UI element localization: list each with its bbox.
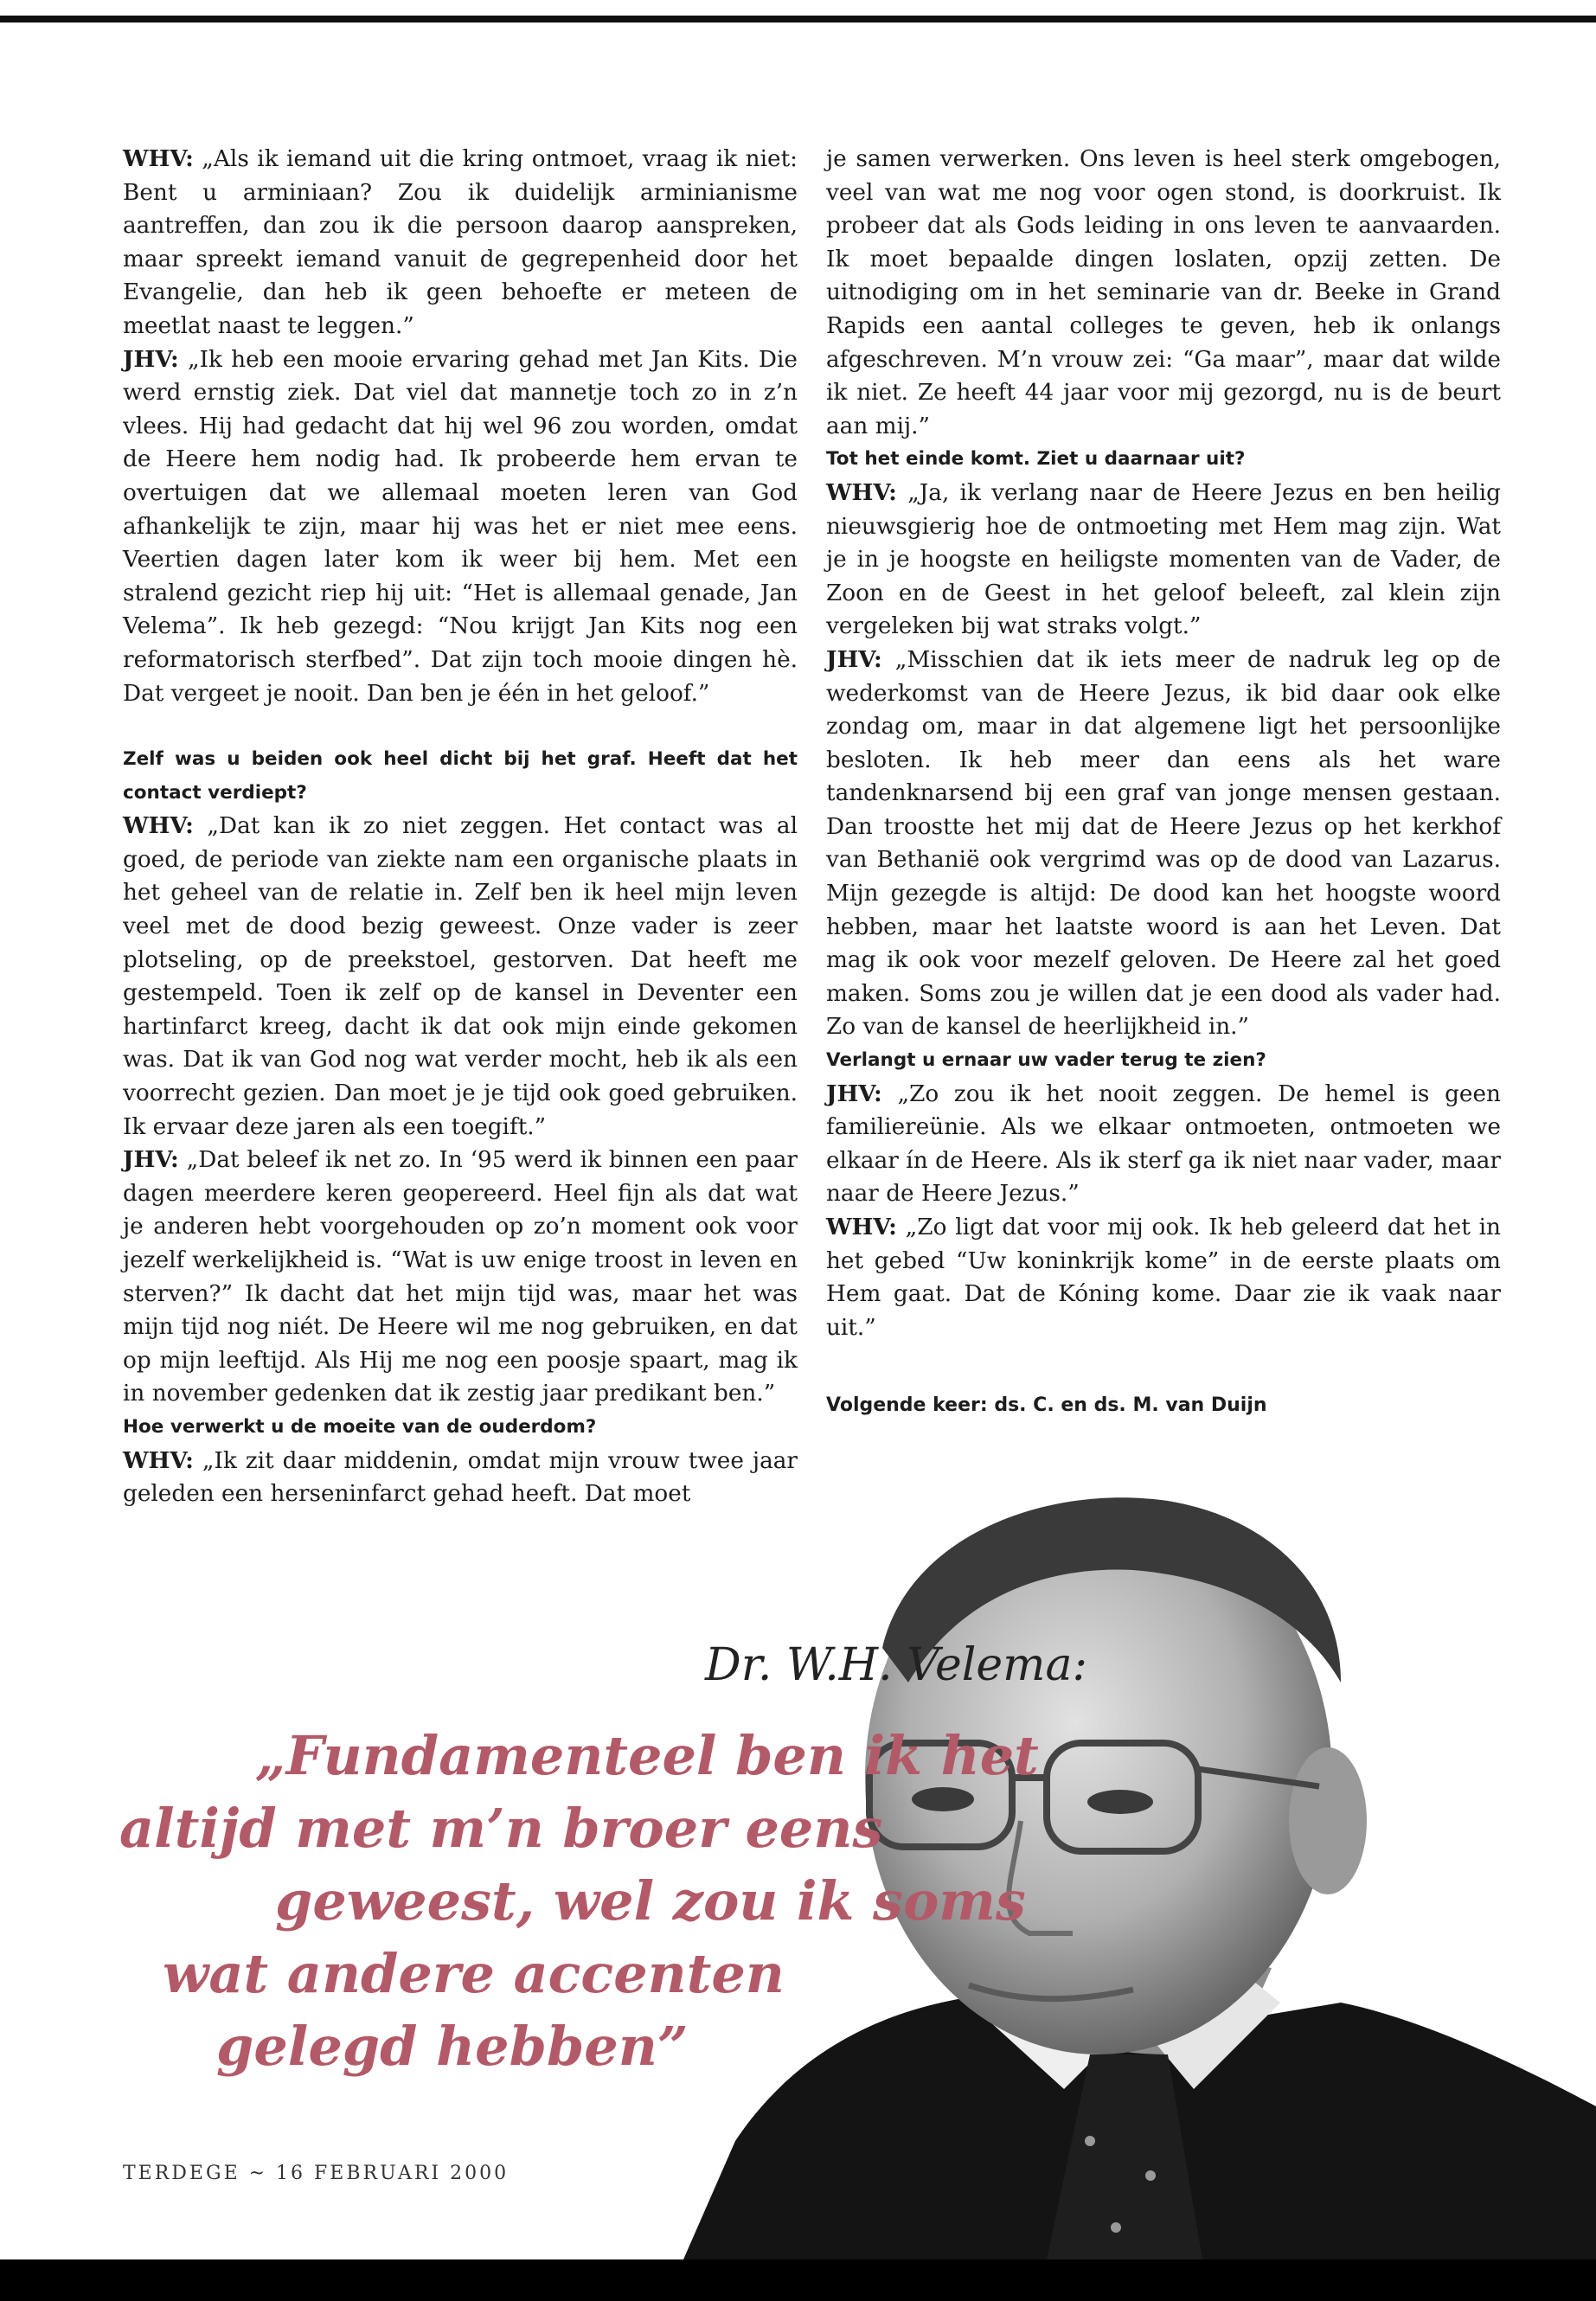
speaker-label: JHV:	[123, 345, 179, 373]
speaker-label: WHV:	[826, 1214, 897, 1240]
pullquote-line: „Fundamenteel ben ik het	[255, 1724, 1039, 1787]
paragraph-text: „Zo ligt dat voor mij ook. Ik heb geleerd dat het in het gebed “Uw koninkrijk kome” in de eerste plaats om Hem gaat. Dat de Kóning kome. Daar zie ik vaak naar uit.”	[826, 1215, 1501, 1341]
paragraph	[826, 644, 1501, 1044]
paragraph	[826, 1211, 1501, 1344]
paragraph-text: „Dat beleef ik net zo. In ‘95 werd ik binnen een paar dagen meerdere keren geopereerd. Heel fijn als dat wat je anderen hebt voorgehouden op zo’n moment ook voor jezelf werkelijkheid is. “Wat is uw enige troost in leven en sterven?” Ik dacht dat het mijn tijd was, maar het was mijn tijd nog niét. De Heere wil me nog gebruiken, en dat op mijn leeftijd. Als Hij me nog een poosje spaart, mag ik in november gedenken dat ik zestig jaar predikant ben.”	[123, 1147, 798, 1407]
speaker-label: JHV:	[123, 1146, 179, 1174]
interview-question: Tot het einde komt. Ziet u daarnaar uit?	[826, 448, 1246, 471]
pullquote-line: wat andere accenten	[163, 1942, 785, 2005]
paragraph-text: „Misschien dat ik iets meer de nadruk leg op de wederkomst van de Heere Jezus, ik bid daar ook elke zondag om, maar in dat algemene ligt het persoonlijke besloten. Ik heb meer dan eens als het ware tandenknarsend bij een graf van jonge mensen gestaan. Dan troostte het mij dat de Heere Jezus op het kerkhof van Bethanië ook vergrimd was op de dood van Lazarus. Mijn gezegde is altijd: De dood kan het hoogste woord hebben, maar het laatste woord is aan het Leven. Dat mag ik ook voor mezelf geloven. De Heere zal het goed maken. Soms zou je willen dat je een dood als vader had. Zo van de kansel de heerlijkheid in.”	[826, 646, 1501, 1041]
interview-question: Verlangt u ernaar uw vader terug te zien?	[826, 1049, 1266, 1072]
right-column	[826, 143, 1501, 1423]
paragraph-text: „Dat kan ik zo niet zeggen. Het contact was al goed, de periode van ziekte nam een organische plaats in het geheel van de relatie in. Zelf ben ik heel mijn leven veel met de dood bezig geweest. Onze vader is zeer plotseling, op de preekstoel, gestorven. Dat heeft me gestempeld. Toen ik zelf op de kansel in Deventer een hartinfarct kreeg, dacht ik dat ook mijn einde gekomen was. Dat ik van God nog wat verder mocht, heb ik als een voorrecht gezien. Dan moet je je tijd ook goed gebruiken. Ik ervaar deze jaren als een toegift.”	[123, 813, 798, 1140]
speaker-label: WHV:	[826, 478, 897, 506]
speaker-label: WHV:	[123, 1446, 194, 1474]
pullquote-line: geweest, wel zou ik soms	[275, 1869, 1026, 1932]
paragraph-text: „Zo zou ik het nooit zeggen. De hemel is geen familiereünie. Als we elkaar ontmoeten, ontmoeten we elkaar ín de Heere. Als ik sterf ga ik niet naar vader, maar naar de Heere Jezus.”	[826, 1080, 1501, 1208]
paragraph	[123, 143, 798, 343]
paragraph-text: je samen verwerken. Ons leven is heel sterk omgebogen, veel van wat me nog voor ogen stond, is doorkruist. Ik probeer dat als Gods leiding in ons leven te aanvaarden. Ik moet bepaalde dingen loslaten, opzij zetten. De uitnodiging om in het seminarie van dr. Beeke in Grand Rapids een aantal colleges te geven, heb ik onlangs afgeschreven. M’n vrouw zei: “Ga maar”, maar dat wilde ik niet. Ze heeft 44 jaar voor mij gezorgd, nu is de beurt aan mij.”	[826, 146, 1501, 439]
interview-question: Hoe verwerkt u de moeite van de ouderdom?	[123, 1415, 597, 1438]
speaker-label: JHV:	[826, 645, 882, 673]
speaker-label: JHV:	[826, 1080, 882, 1107]
next-issue-note: Volgende keer: ds. C. en ds. M. van Duijn	[826, 1394, 1267, 1417]
paragraph	[123, 1144, 798, 1411]
paragraph-text: „Als ik iemand uit die kring ontmoet, vraag ik niet: Bent u arminiaan? Zou ik duidelijk arminianisme aantreffen, dan zou ik die persoon daarop aanspreken, maar spreekt iemand vanuit de gegrepenheid door het Evangelie, dan heb ik geen behoefte er meteen de meetlat naast te leggen.”	[123, 146, 798, 339]
paragraph	[123, 343, 798, 711]
paragraph-text: „Ik heb een mooie ervaring gehad met Jan Kits. Die werd ernstig ziek. Dat viel dat mannetje toch zo in z’n vlees. Hij had gedacht dat hij wel 96 zou worden, omdat de Heere hem nodig had. Ik probeerde hem ervan te overtuigen dat we allemaal moeten leren van God afhankelijk te zijn, maar hij was het er niet mee eens. Veertien dagen later kom ik weer bij hem. Met een stralend gezicht riep hij uit: “Het is allemaal genade, Jan Velema”. Ik heb gezegd: “Nou krijgt Jan Kits nog een reformatorisch sterfbed”. Dat zijn toch mooie dingen hè. Dat vergeet je nooit. Dan ben je één in het geloof.”	[123, 346, 798, 707]
pullquote-line: gelegd hebben”	[216, 2015, 689, 2078]
paragraph-text: „Ja, ik verlang naar de Heere Jezus en ben heilig nieuwsgierig hoe de ontmoeting met Hem mag zijn. Wat je in je hoogste en heiligste momenten van de Vader, de Zoon en de Geest in het geloof beleeft, zal klein zijn vergeleken bij wat straks volgt.”	[826, 479, 1501, 640]
interview-question: Zelf was u beiden ook heel dicht bij het graf. Heeft dat het contact verdiept?	[123, 748, 798, 804]
bottom-rule	[0, 2259, 1596, 2301]
paragraph	[826, 1078, 1501, 1211]
paragraph	[826, 477, 1501, 644]
pullquote-line: altijd met m’n broer eens	[119, 1797, 883, 1860]
page-footer: TERDEGE ~ 16 FEBRUARI 2000	[123, 2163, 510, 2184]
paragraph	[826, 143, 1501, 443]
paragraph-text: „Ik zit daar middenin, omdat mijn vrouw twee jaar geleden een herseninfarct gehad heeft. Dat moet	[123, 1447, 798, 1508]
speaker-label: WHV:	[123, 145, 194, 172]
top-rule	[0, 16, 1596, 22]
paragraph	[123, 810, 798, 1144]
speaker-label: WHV:	[123, 812, 194, 840]
left-column	[123, 143, 798, 1511]
pullquote-attribution: Dr. W.H. Velema:	[705, 1639, 1087, 1691]
